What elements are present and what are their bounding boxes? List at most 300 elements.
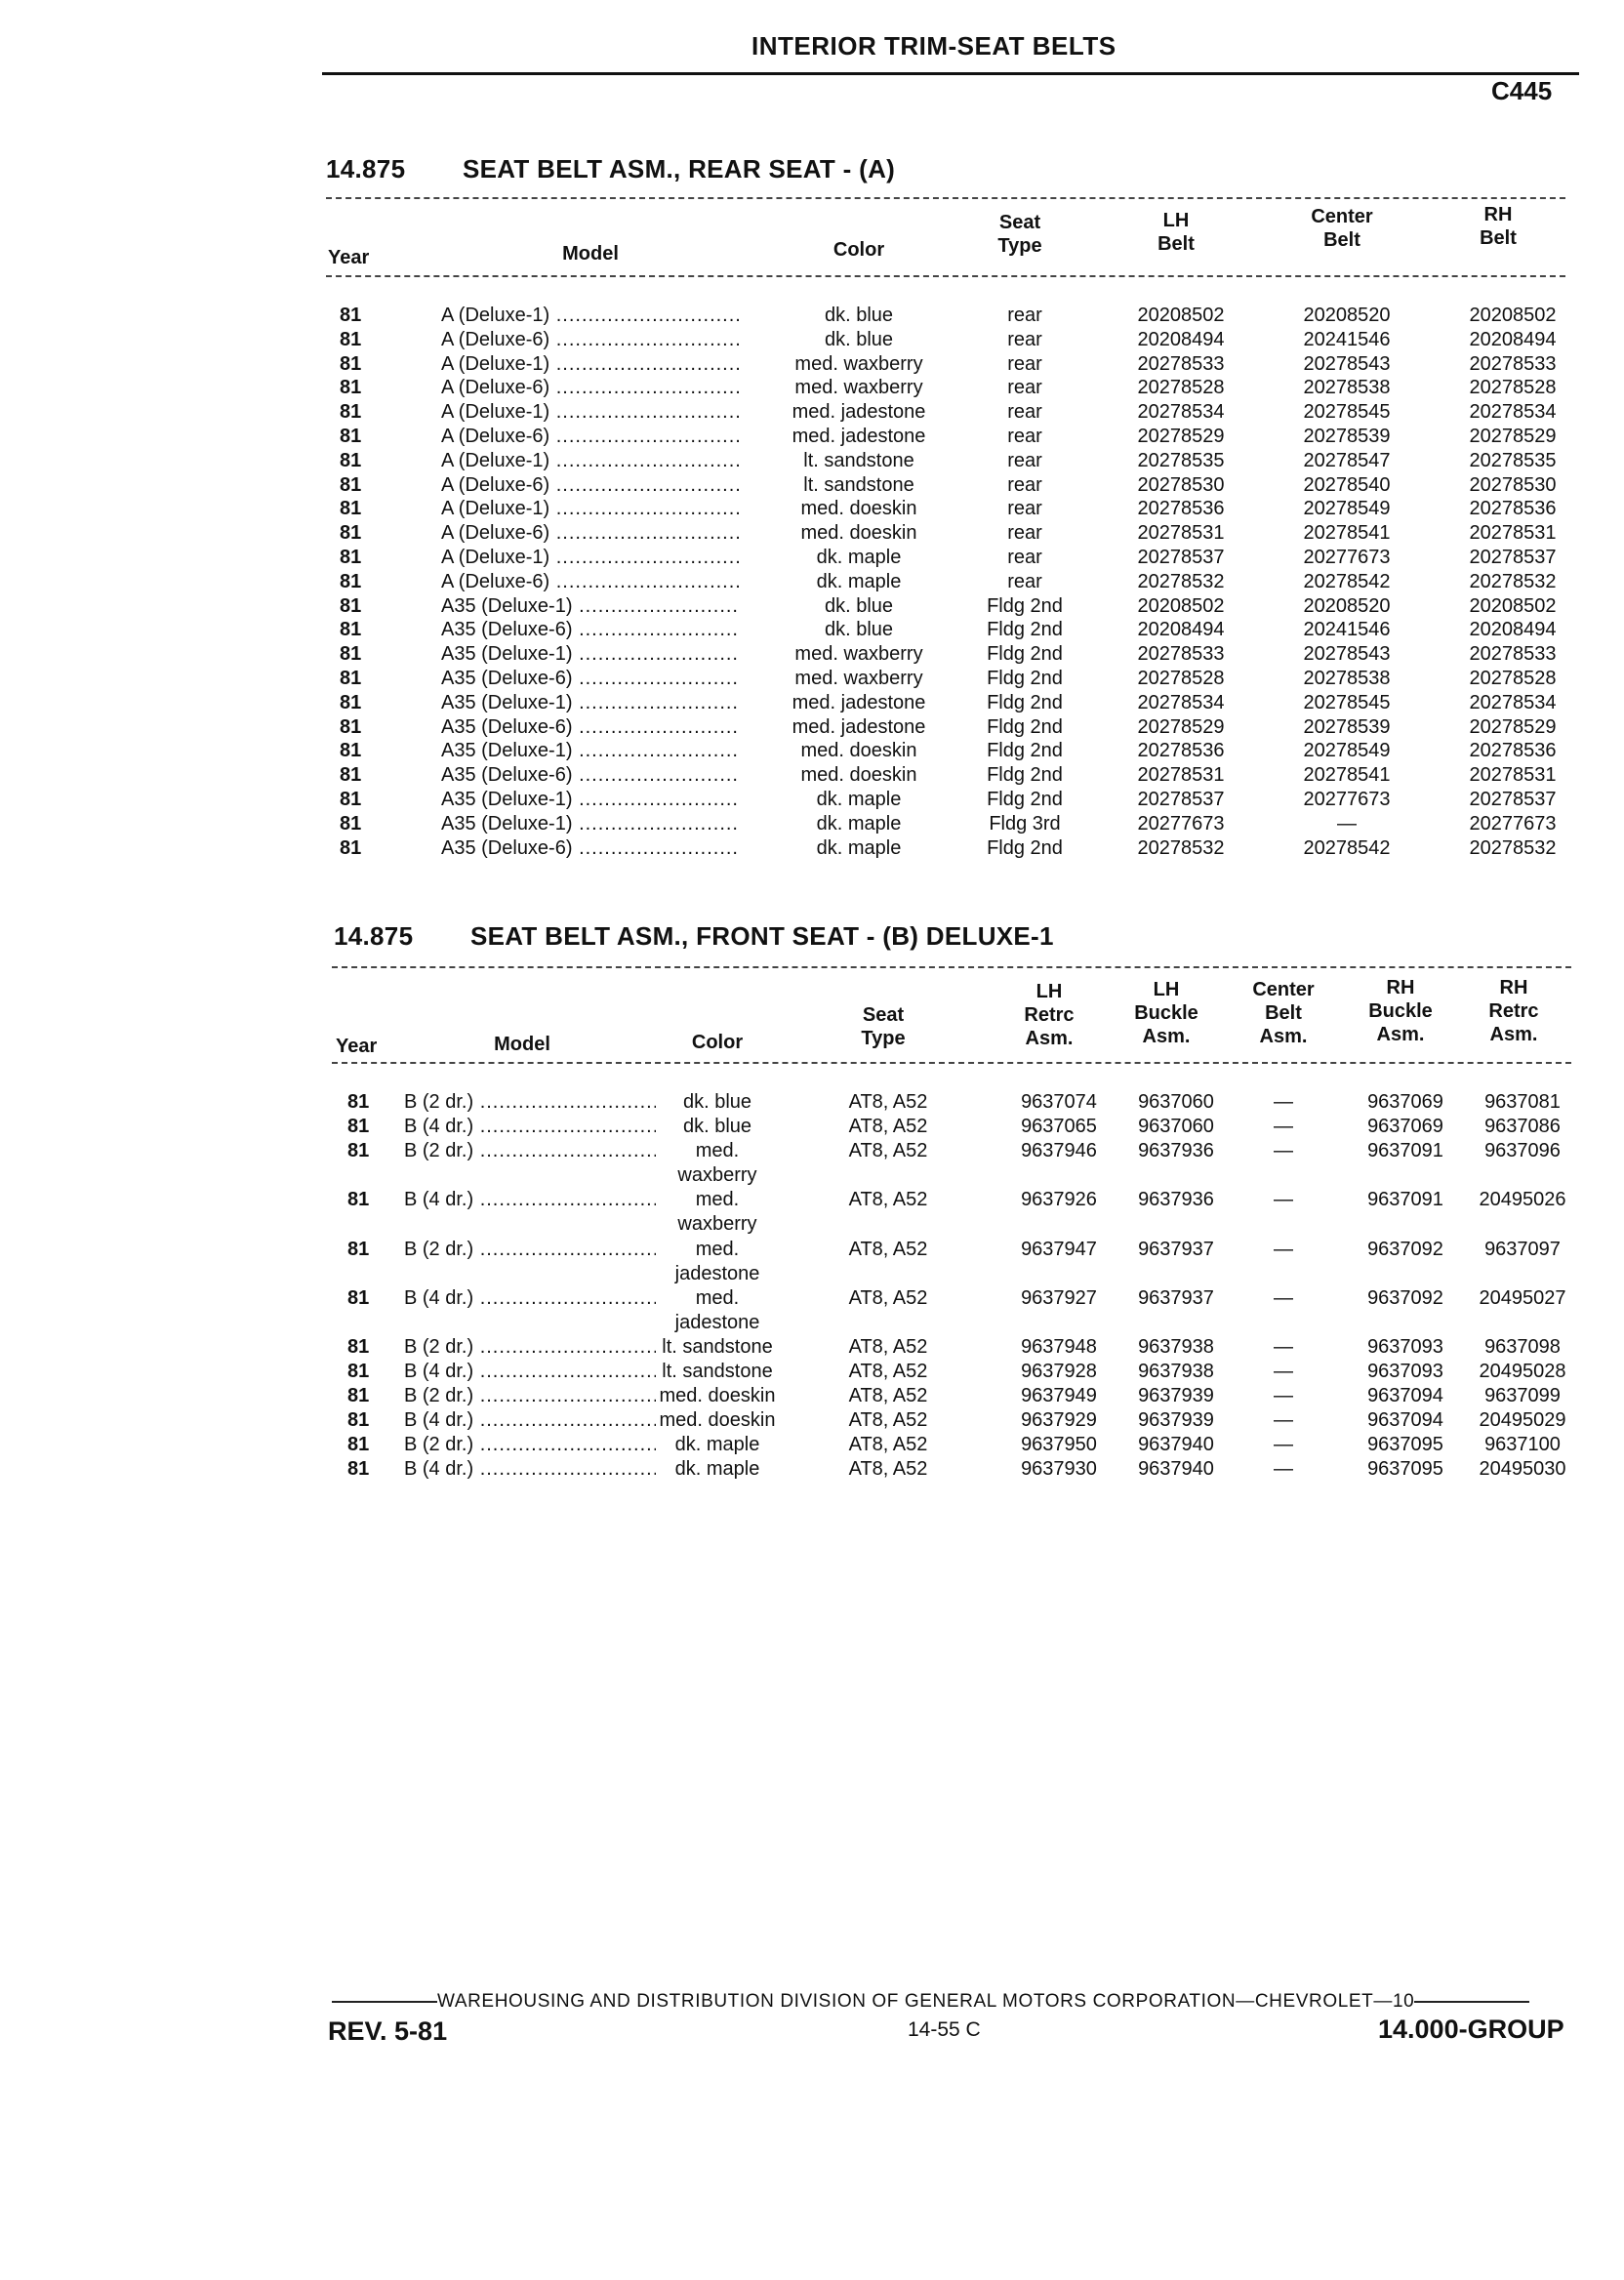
year-cell: 81: [347, 1458, 370, 1480]
rh-belt-cell: 20278534: [1469, 692, 1557, 713]
rh-buckle-cell: 9637095: [1367, 1434, 1443, 1455]
seat-type-cell: Fldg 2nd: [987, 692, 1063, 713]
lh-buckle-cell: 9637936: [1138, 1140, 1214, 1161]
rh-belt-cell: 20278537: [1469, 789, 1557, 810]
col-b-lh-buckle-l2: Buckle: [1134, 1002, 1198, 1024]
center-belt-cell: 20278549: [1303, 740, 1391, 761]
col-a-lh-l2: Belt: [1157, 233, 1195, 255]
year-cell: 81: [340, 377, 362, 398]
rh-belt-cell: 20278536: [1469, 498, 1557, 519]
table-row: [0, 595, 1624, 620]
lh-belt-cell: 20208494: [1137, 329, 1225, 350]
col-b-center-l2: Belt: [1265, 1002, 1302, 1024]
center-belt-cell: —: [1274, 1189, 1293, 1210]
rh-belt-cell: 20278531: [1469, 522, 1557, 544]
rh-belt-cell: 20208494: [1469, 619, 1557, 640]
center-belt-cell: 20277673: [1303, 789, 1391, 810]
center-belt-cell: 20278542: [1303, 571, 1391, 592]
model-cell: A35 (Deluxe-6) .....: [441, 716, 739, 739]
lh-retrc-cell: 9637948: [1021, 1336, 1097, 1358]
rh-retrc-cell: 9637098: [1484, 1336, 1561, 1358]
color-cell: med.: [695, 1287, 740, 1309]
seat-type-cell: AT8, A52: [848, 1189, 928, 1210]
lh-belt-cell: 20278533: [1137, 353, 1225, 375]
model-cell: A (Deluxe-6) .....: [441, 426, 739, 448]
col-b-model: Model: [494, 1034, 550, 1055]
year-cell: 81: [340, 692, 362, 713]
section-a-heading: [326, 154, 895, 184]
section-b-header-rule: [332, 1062, 1571, 1064]
section-a-number: 14.875: [326, 154, 406, 183]
center-belt-cell: —: [1274, 1458, 1293, 1480]
color-cell: dk. maple: [816, 813, 902, 835]
center-belt-cell: —: [1274, 1434, 1293, 1455]
color-cell: med. doeskin: [659, 1385, 776, 1406]
rh-belt-cell: 20278529: [1469, 716, 1557, 738]
color-cell: dk. maple: [816, 547, 902, 568]
table-row: [0, 329, 1624, 353]
color-cell-line2: waxberry: [677, 1213, 757, 1235]
table-row: [0, 1189, 1624, 1238]
seat-type-cell: rear: [1007, 498, 1042, 519]
lh-buckle-cell: 9637060: [1138, 1116, 1214, 1137]
lh-buckle-cell: 9637060: [1138, 1091, 1214, 1113]
year-cell: 81: [340, 619, 362, 640]
rh-buckle-cell: 9637094: [1367, 1385, 1443, 1406]
model-cell: B (2 dr.) .....: [404, 1140, 656, 1162]
rh-belt-cell: 20278534: [1469, 401, 1557, 423]
rh-belt-cell: 20278528: [1469, 377, 1557, 398]
center-belt-cell: 20278549: [1303, 498, 1391, 519]
seat-type-cell: AT8, A52: [848, 1116, 928, 1137]
page-code: C445: [1491, 76, 1553, 105]
col-a-center-l2: Belt: [1323, 229, 1360, 251]
year-cell: 81: [340, 716, 362, 738]
center-belt-cell: 20278541: [1303, 764, 1391, 786]
center-belt-cell: 20278545: [1303, 401, 1391, 423]
year-cell: 81: [347, 1287, 370, 1309]
rh-buckle-cell: 9637093: [1367, 1361, 1443, 1382]
seat-type-cell: rear: [1007, 377, 1042, 398]
center-belt-cell: 20278541: [1303, 522, 1391, 544]
lh-belt-cell: 20278528: [1137, 377, 1225, 398]
color-cell: med. jadestone: [792, 426, 926, 447]
seat-type-cell: Fldg 2nd: [987, 643, 1063, 665]
center-belt-cell: —: [1274, 1361, 1293, 1382]
year-cell: 81: [340, 401, 362, 423]
col-b-rh-buckle-l3: Asm.: [1376, 1024, 1425, 1045]
lh-belt-cell: 20278532: [1137, 571, 1225, 592]
color-cell: med. waxberry: [794, 377, 923, 398]
model-cell: A35 (Deluxe-6) .....: [441, 668, 739, 690]
model-cell: B (4 dr.) .....: [404, 1409, 656, 1432]
seat-type-cell: Fldg 2nd: [987, 789, 1063, 810]
year-cell: 81: [347, 1385, 370, 1406]
lh-belt-cell: 20278531: [1137, 764, 1225, 786]
lh-retrc-cell: 9637927: [1021, 1287, 1097, 1309]
model-cell: B (4 dr.) .....: [404, 1361, 656, 1383]
color-cell: lt. sandstone: [803, 474, 914, 496]
rh-buckle-cell: 9637069: [1367, 1116, 1443, 1137]
table-row: [0, 450, 1624, 474]
col-b-seat-type-l1: Seat: [862, 1004, 905, 1026]
color-cell: med. jadestone: [792, 401, 926, 423]
table-row: [0, 474, 1624, 499]
center-belt-cell: —: [1337, 813, 1357, 835]
rh-buckle-cell: 9637094: [1367, 1409, 1443, 1431]
seat-type-cell: Fldg 2nd: [987, 764, 1063, 786]
seat-type-cell: Fldg 3rd: [989, 813, 1061, 835]
table-row: [0, 1239, 1624, 1287]
seat-type-cell: rear: [1007, 329, 1042, 350]
rh-buckle-cell: 9637091: [1367, 1140, 1443, 1161]
col-b-center-l1: Center: [1252, 979, 1315, 1000]
lh-retrc-cell: 9637074: [1021, 1091, 1097, 1113]
seat-type-cell: Fldg 2nd: [987, 837, 1063, 859]
rh-buckle-cell: 9637093: [1367, 1336, 1443, 1358]
color-cell-line2: jadestone: [674, 1263, 760, 1284]
rh-retrc-cell: 9637100: [1484, 1434, 1561, 1455]
section-a-title: SEAT BELT ASM., REAR SEAT - (A): [463, 154, 896, 183]
col-a-lh-l1: LH: [1162, 210, 1190, 231]
footer-rule-right: [1414, 2001, 1529, 2003]
year-cell: 81: [340, 474, 362, 496]
lh-buckle-cell: 9637939: [1138, 1409, 1214, 1431]
center-belt-cell: 20278542: [1303, 837, 1391, 859]
lh-buckle-cell: 9637936: [1138, 1189, 1214, 1210]
lh-belt-cell: 20208502: [1137, 595, 1225, 617]
rh-belt-cell: 20278536: [1469, 740, 1557, 761]
col-b-lh-retrc-l1: LH: [1035, 981, 1063, 1002]
rh-buckle-cell: 9637092: [1367, 1287, 1443, 1309]
table-row: [0, 619, 1624, 643]
model-cell: A35 (Deluxe-1) .....: [441, 740, 739, 762]
color-cell: med. doeskin: [800, 498, 917, 519]
col-b-color: Color: [691, 1032, 744, 1053]
color-cell-line2: waxberry: [677, 1164, 757, 1186]
lh-belt-cell: 20278529: [1137, 716, 1225, 738]
lh-belt-cell: 20278537: [1137, 547, 1225, 568]
col-a-rh-l1: RH: [1483, 204, 1513, 225]
lh-retrc-cell: 9637926: [1021, 1189, 1097, 1210]
col-a-center-l1: Center: [1311, 206, 1373, 227]
lh-retrc-cell: 9637928: [1021, 1361, 1097, 1382]
model-cell: B (4 dr.) .....: [404, 1458, 656, 1481]
model-cell: A35 (Deluxe-1) .....: [441, 692, 739, 714]
model-cell: A (Deluxe-1) .....: [441, 450, 739, 472]
section-a-header-rule: [326, 275, 1565, 277]
table-row: [0, 1385, 1624, 1409]
table-row: [0, 692, 1624, 716]
model-cell: A (Deluxe-1) .....: [441, 353, 739, 376]
table-row: [0, 305, 1624, 329]
lh-buckle-cell: 9637938: [1138, 1336, 1214, 1358]
center-belt-cell: 20278538: [1303, 377, 1391, 398]
section-b-title: SEAT BELT ASM., FRONT SEAT - (B) DELUXE-1: [470, 921, 1054, 951]
rh-belt-cell: 20278530: [1469, 474, 1557, 496]
year-cell: 81: [340, 305, 362, 326]
group-label: 14.000-GROUP: [1378, 2015, 1564, 2044]
lh-belt-cell: 20278535: [1137, 450, 1225, 471]
color-cell: dk. blue: [824, 595, 894, 617]
year-cell: 81: [347, 1140, 370, 1161]
rh-belt-cell: 20278533: [1469, 353, 1557, 375]
revision: REV. 5-81: [328, 2016, 448, 2046]
center-belt-cell: 20278538: [1303, 668, 1391, 689]
rh-belt-cell: 20278537: [1469, 547, 1557, 568]
table-row: [0, 353, 1624, 378]
table-row: [0, 740, 1624, 764]
table-row: [0, 1287, 1624, 1336]
seat-type-cell: Fldg 2nd: [987, 595, 1063, 617]
year-cell: 81: [347, 1091, 370, 1113]
model-cell: B (2 dr.) .....: [404, 1091, 656, 1114]
table-row: [0, 401, 1624, 426]
header-rule: [322, 72, 1579, 75]
table-row: [0, 813, 1624, 837]
col-b-lh-retrc-l3: Asm.: [1025, 1028, 1074, 1049]
model-cell: A35 (Deluxe-1) .....: [441, 813, 739, 835]
lh-buckle-cell: 9637937: [1138, 1239, 1214, 1260]
table-row: [0, 789, 1624, 813]
lh-belt-cell: 20278537: [1137, 789, 1225, 810]
lh-buckle-cell: 9637938: [1138, 1361, 1214, 1382]
table-row: [0, 1116, 1624, 1140]
rh-buckle-cell: 9637069: [1367, 1091, 1443, 1113]
color-cell: med.: [695, 1189, 740, 1210]
col-b-seat-type: [839, 1003, 927, 1050]
center-belt-cell: 20241546: [1303, 329, 1391, 350]
col-a-seat-type-l1: Seat: [998, 212, 1041, 233]
rh-retrc-cell: 20495027: [1479, 1287, 1566, 1309]
col-a-rh-belt: [1464, 203, 1532, 250]
lh-belt-cell: 20278531: [1137, 522, 1225, 544]
color-cell: dk. blue: [824, 305, 894, 326]
model-cell: A35 (Deluxe-6) .....: [441, 764, 739, 787]
year-cell: 81: [347, 1189, 370, 1210]
model-cell: A (Deluxe-6) .....: [441, 571, 739, 593]
model-cell: A (Deluxe-6) .....: [441, 522, 739, 545]
model-cell: B (4 dr.) .....: [404, 1116, 656, 1138]
col-b-lh-retrc: [1005, 980, 1093, 1050]
model-cell: A (Deluxe-1) .....: [441, 305, 739, 327]
col-a-rh-l2: Belt: [1480, 227, 1517, 249]
lh-belt-cell: 20278533: [1137, 643, 1225, 665]
table-row: [0, 377, 1624, 401]
year-cell: 81: [340, 740, 362, 761]
col-b-rh-retrc: [1470, 976, 1558, 1046]
rh-belt-cell: 20278532: [1469, 837, 1557, 859]
color-cell: med. doeskin: [800, 764, 917, 786]
center-belt-cell: 20208520: [1303, 305, 1391, 326]
lh-belt-cell: 20278529: [1137, 426, 1225, 447]
year-cell: 81: [347, 1336, 370, 1358]
center-belt-cell: 20278547: [1303, 450, 1391, 471]
model-cell: B (4 dr.) .....: [404, 1189, 656, 1211]
color-cell: med.: [695, 1140, 740, 1161]
rh-belt-cell: 20278531: [1469, 764, 1557, 786]
col-b-lh-retrc-l2: Retrc: [1024, 1004, 1075, 1026]
year-cell: 81: [347, 1116, 370, 1137]
seat-type-cell: Fldg 2nd: [987, 619, 1063, 640]
table-row: [0, 498, 1624, 522]
color-cell: dk. maple: [816, 837, 902, 859]
seat-type-cell: AT8, A52: [848, 1091, 928, 1113]
footer-line-text: WAREHOUSING AND DISTRIBUTION DIVISION OF GENERAL MOTORS CORPORATION—CHEVROLET—10: [437, 1991, 1415, 2012]
col-b-rh-buckle-l2: Buckle: [1368, 1000, 1433, 1022]
rh-buckle-cell: 9637095: [1367, 1458, 1443, 1480]
table-row: [0, 547, 1624, 571]
seat-type-cell: AT8, A52: [848, 1458, 928, 1480]
footer-rule-left: [332, 2001, 437, 2003]
col-a-year: Year: [328, 247, 370, 268]
center-belt-cell: —: [1274, 1140, 1293, 1161]
table-row: [0, 764, 1624, 789]
lh-buckle-cell: 9637940: [1138, 1458, 1214, 1480]
lh-retrc-cell: 9637930: [1021, 1458, 1097, 1480]
seat-type-cell: AT8, A52: [848, 1409, 928, 1431]
model-cell: A35 (Deluxe-6) .....: [441, 619, 739, 641]
rh-retrc-cell: 20495026: [1479, 1189, 1566, 1210]
year-cell: 81: [340, 571, 362, 592]
seat-type-cell: Fldg 2nd: [987, 740, 1063, 761]
color-cell: dk. blue: [682, 1116, 752, 1137]
year-cell: 81: [340, 450, 362, 471]
seat-type-cell: AT8, A52: [848, 1287, 928, 1309]
col-b-rh-retrc-l3: Asm.: [1489, 1024, 1538, 1045]
year-cell: 81: [347, 1361, 370, 1382]
seat-type-cell: rear: [1007, 571, 1042, 592]
color-cell: lt. sandstone: [662, 1336, 773, 1358]
color-cell-line2: jadestone: [674, 1312, 760, 1333]
table-row: [0, 837, 1624, 862]
lh-belt-cell: 20278534: [1137, 692, 1225, 713]
lh-buckle-cell: 9637940: [1138, 1434, 1214, 1455]
seat-type-cell: rear: [1007, 450, 1042, 471]
color-cell: dk. maple: [816, 789, 902, 810]
rh-retrc-cell: 9637086: [1484, 1116, 1561, 1137]
table-row: [0, 1434, 1624, 1458]
rh-retrc-cell: 9637081: [1484, 1091, 1561, 1113]
rh-buckle-cell: 9637092: [1367, 1239, 1443, 1260]
year-cell: 81: [340, 498, 362, 519]
year-cell: 81: [340, 595, 362, 617]
col-b-rh-buckle: [1357, 976, 1444, 1046]
year-cell: 81: [347, 1239, 370, 1260]
seat-type-cell: AT8, A52: [848, 1385, 928, 1406]
center-belt-cell: 20278540: [1303, 474, 1391, 496]
center-belt-cell: —: [1274, 1091, 1293, 1113]
lh-belt-cell: 20278536: [1137, 498, 1225, 519]
rh-retrc-cell: 20495028: [1479, 1361, 1566, 1382]
model-cell: B (2 dr.) .....: [404, 1239, 656, 1261]
color-cell: lt. sandstone: [662, 1361, 773, 1382]
rh-belt-cell: 20208494: [1469, 329, 1557, 350]
lh-belt-cell: 20278532: [1137, 837, 1225, 859]
lh-belt-cell: 20208502: [1137, 305, 1225, 326]
year-cell: 81: [340, 789, 362, 810]
lh-belt-cell: 20278530: [1137, 474, 1225, 496]
year-cell: 81: [340, 353, 362, 375]
rh-retrc-cell: 9637096: [1484, 1140, 1561, 1161]
center-belt-cell: 20277673: [1303, 547, 1391, 568]
col-a-color: Color: [832, 239, 885, 261]
rh-belt-cell: 20278535: [1469, 450, 1557, 471]
color-cell: med. doeskin: [659, 1409, 776, 1431]
lh-belt-cell: 20278534: [1137, 401, 1225, 423]
table-row: [0, 571, 1624, 595]
rh-belt-cell: 20278528: [1469, 668, 1557, 689]
seat-type-cell: AT8, A52: [848, 1336, 928, 1358]
page-number: 14-55 C: [908, 2018, 981, 2041]
model-cell: A (Deluxe-1) .....: [441, 547, 739, 569]
center-belt-cell: 20278543: [1303, 643, 1391, 665]
color-cell: dk. blue: [682, 1091, 752, 1113]
center-belt-cell: —: [1274, 1239, 1293, 1260]
table-row: [0, 716, 1624, 741]
section-b-number: 14.875: [334, 921, 414, 951]
col-b-year: Year: [336, 1036, 378, 1057]
color-cell: med. jadestone: [792, 716, 926, 738]
col-a-seat-type-l2: Type: [997, 235, 1042, 257]
center-belt-cell: —: [1274, 1409, 1293, 1431]
lh-retrc-cell: 9637947: [1021, 1239, 1097, 1260]
seat-type-cell: rear: [1007, 401, 1042, 423]
lh-retrc-cell: 9637946: [1021, 1140, 1097, 1161]
model-cell: A (Deluxe-6) .....: [441, 377, 739, 399]
lh-buckle-cell: 9637939: [1138, 1385, 1214, 1406]
rh-retrc-cell: 20495029: [1479, 1409, 1566, 1431]
model-cell: B (2 dr.) .....: [404, 1385, 656, 1407]
center-belt-cell: 20241546: [1303, 619, 1391, 640]
seat-type-cell: rear: [1007, 426, 1042, 447]
rh-belt-cell: 20278529: [1469, 426, 1557, 447]
center-belt-cell: —: [1274, 1385, 1293, 1406]
year-cell: 81: [340, 329, 362, 350]
seat-type-cell: AT8, A52: [848, 1361, 928, 1382]
table-row: [0, 668, 1624, 692]
year-cell: 81: [340, 547, 362, 568]
model-cell: B (2 dr.) .....: [404, 1336, 656, 1359]
seat-type-cell: rear: [1007, 522, 1042, 544]
page-header-title: INTERIOR TRIM-SEAT BELTS: [751, 31, 1116, 61]
col-b-rh-retrc-l2: Retrc: [1488, 1000, 1539, 1022]
col-b-seat-type-l2: Type: [861, 1028, 906, 1049]
year-cell: 81: [340, 522, 362, 544]
center-belt-cell: 20278545: [1303, 692, 1391, 713]
table-row: [0, 1409, 1624, 1434]
table-row: [0, 1091, 1624, 1116]
color-cell: dk. maple: [674, 1434, 760, 1455]
year-cell: 81: [340, 426, 362, 447]
center-belt-cell: 20278539: [1303, 426, 1391, 447]
lh-retrc-cell: 9637950: [1021, 1434, 1097, 1455]
lh-buckle-cell: 9637937: [1138, 1287, 1214, 1309]
col-b-rh-retrc-l1: RH: [1499, 977, 1528, 998]
color-cell: med. jadestone: [792, 692, 926, 713]
color-cell: med.: [695, 1239, 740, 1260]
lh-retrc-cell: 9637929: [1021, 1409, 1097, 1431]
table-row: [0, 1361, 1624, 1385]
col-a-model: Model: [562, 243, 619, 265]
table-row: [0, 522, 1624, 547]
section-a-top-rule: [326, 197, 1565, 199]
rh-belt-cell: 20277673: [1469, 813, 1557, 835]
center-belt-cell: —: [1274, 1336, 1293, 1358]
model-cell: B (4 dr.) .....: [404, 1287, 656, 1310]
col-b-rh-buckle-l1: RH: [1386, 977, 1415, 998]
table-row: [0, 1140, 1624, 1189]
